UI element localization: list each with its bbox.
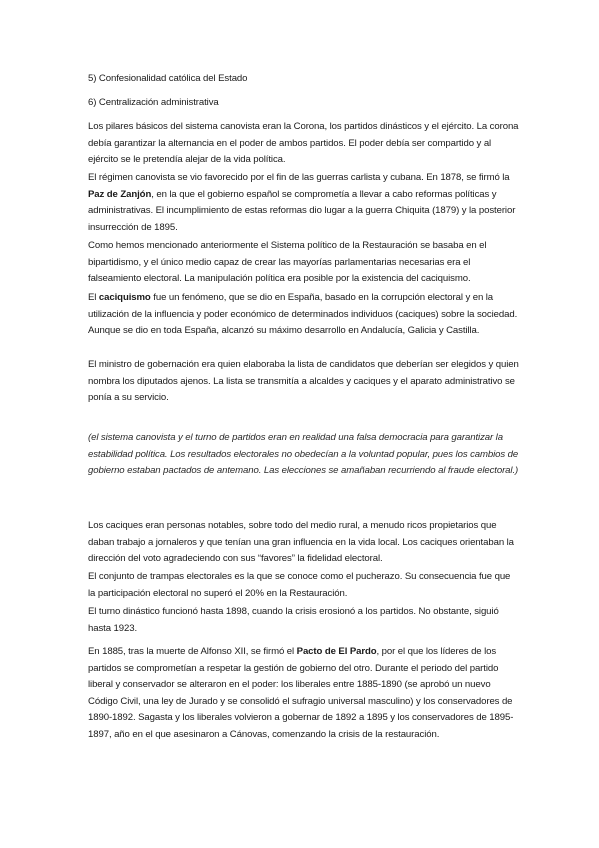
bold-term-paz-de-zanjon: Paz de Zanjón <box>88 188 152 200</box>
list-item-6: 6) Centralización administrativa <box>88 97 219 108</box>
paragraph-ministro: El ministro de gobernación era quien elaboraba la lista de candidatos que deberían ser elegidos y quien nombra los diputados ajenos. La lista se transmitía a alcaldes y caciques y el aparato administrativo se ponía a su servicio. <box>88 359 519 403</box>
paragraph-turno: El turno dinástico funcionó hasta 1898, cuando la crisis erosionó a los partidos. No obstante, siguió hasta 1923. <box>88 606 499 634</box>
paragraph-pacto <box>88 644 520 743</box>
paragraph-pilares: Los pilares básicos del sistema canovista eran la Corona, los partidos dinásticos y el ejército. La corona debía garantizar la alternancia en el poder de ambos partidos. El poder debía ser compartido y al ejército se le pretendía alejar de la vida política. <box>88 121 519 165</box>
paragraph-text: , en la que el gobierno español se comprometía a llevar a cabo reformas políticas y administrativas. El incumplimiento de estas reformas dio lugar a la guerra Chiquita (1879) y la posterior insurrección de 1895. <box>88 188 516 233</box>
list-item-5: 5) Confesionalidad católica del Estado <box>88 73 248 84</box>
paragraph-regimen <box>88 170 520 236</box>
paragraph-text: , por el que los líderes de los partidos se comprometían a respetar la gestión de gobierno del otro. Durante el periodo del partido liberal y conservador se alteraron en el poder: los liberales entre 1885-1890 (se aprobó un nuevo Código Civil, una ley de Jurado y se consolidó el sufragio universal masculino) y los conservadores de 1890-1892. Sagasta y los liberales volvieron a gobernar de 1892 a 1895 y los conservadores de 1895-1897, año en el que asesinaron a Cánovas, comenzando la crisis de la restauración. <box>88 646 514 740</box>
bold-term-caciquismo: caciquismo <box>98 292 151 303</box>
paragraph-text: fue un fenómeno, que se dio en España, basado en la corrupción electoral y en la utilización de la influencia y poder económico de determinados individuos (caciques) sobre la sociedad. Aunque se dio en toda España, alcanzó su máximo desarrollo en Andalucía, Galicia y Castilla. <box>88 292 518 336</box>
paragraph-text: El <box>88 292 99 303</box>
bold-term-pacto-de-el-pardo: Pacto de El Pardo <box>296 646 377 657</box>
paragraph-pucherazo: El conjunto de trampas electorales es la que se conoce como el pucherazo. Su consecuencia fue que la participación electoral no superó el 20% en la Restauración. <box>88 571 511 599</box>
paragraph-text: El régimen canovista se vio favorecido por el fin de las guerras carlista y cubana. En 1878, se firmó la <box>88 172 510 183</box>
paragraph-caciquismo <box>88 290 520 340</box>
italic-note: (el sistema canovista y el turno de partidos eran en realidad una falsa democracia para garantizar la estabilidad política. Los resultados electorales no obedecían a la voluntad popular, pues los cambios de gobierno estaban pactados de antemano. Las elecciones se amañaban recurriendo al fraude electoral.) <box>88 432 519 476</box>
paragraph-caciques: Los caciques eran personas notables, sobre todo del medio rural, a menudo ricos propietarios que daban trabajo a jornaleros y que tenían una gran influencia en la vida local. Los caciques orientaban la dirección del voto agradeciendo con sus “favores” la fidelidad electoral. <box>88 520 514 564</box>
paragraph-text: En 1885, tras la muerte de Alfonso XII, se firmó el <box>88 646 297 657</box>
paragraph-restauracion: Como hemos mencionado anteriormente el Sistema político de la Restauración se basaba en el bipartidismo, y el único medio capaz de crear las mayorías parlamentarias necesarias era el falseamiento electoral. La manipulación política era posible por la existencia del caciquismo. <box>88 240 487 284</box>
